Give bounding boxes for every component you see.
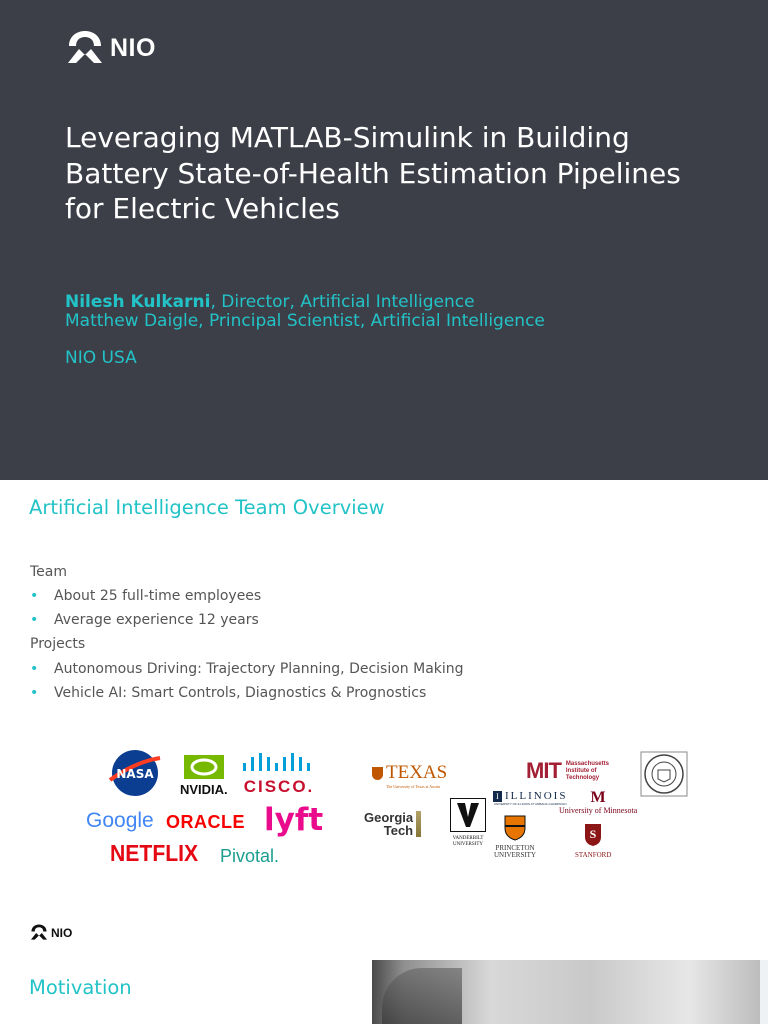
mit-logo: MIT Massachusetts Institute of Technology xyxy=(526,758,609,783)
google-logo: Google xyxy=(86,809,154,832)
author-line-2: Matthew Daigle, Principal Scientist, Artificial Intelligence xyxy=(65,311,545,331)
nio-brand-small: NIO xyxy=(30,924,72,941)
cisco-logo: CISCO. xyxy=(242,753,316,797)
title-slide xyxy=(0,0,768,480)
author1-role: , Director, Artificial Intelligence xyxy=(210,292,475,312)
svg-text:S: S xyxy=(589,827,597,841)
brand-name: NIO xyxy=(110,33,156,62)
vanderbilt-logo: VANDERBILT UNIVERSITY xyxy=(450,798,486,848)
texas-logo: TEXAS The University of Texas at Austin xyxy=(372,762,447,789)
stanford-s-tree-icon xyxy=(584,823,602,847)
cornell-seal-icon xyxy=(640,751,688,797)
oracle-logo: ORACLE xyxy=(166,812,245,832)
netflix-logo: NETFLIX xyxy=(110,840,199,866)
nvidia-logo: NVIDIA. xyxy=(180,754,228,797)
bullet-icon: • xyxy=(30,661,39,677)
longhorn-shield-icon xyxy=(372,767,383,780)
team-label: Team xyxy=(30,564,68,580)
list-item: • Vehicle AI: Smart Controls, Diagnostics & Prognostics xyxy=(30,685,427,701)
pivotal-logo: Pivotal. xyxy=(220,846,280,866)
vanderbilt-v-icon xyxy=(450,798,486,832)
illinois-i-icon: I xyxy=(493,791,502,802)
list-item: • About 25 full-time employees xyxy=(30,588,262,604)
illinois-logo: I ILLINOIS UNIVERSITY OF ILLINOIS AT URBANA-CHAMPAIGN xyxy=(493,790,568,806)
nio-logo-icon xyxy=(30,924,48,941)
princeton-logo: PRINCETON UNIVERSITY xyxy=(494,815,536,859)
projects-label: Projects xyxy=(30,636,86,652)
cornell-seal xyxy=(640,751,688,801)
minnesota-logo: M University of Minnesota xyxy=(559,789,638,815)
list-item: • Autonomous Driving: Trajectory Planning, Decision Making xyxy=(30,661,464,677)
nio-brand xyxy=(66,30,156,66)
nvidia-eye-icon xyxy=(182,754,226,780)
georgia-tech-logo: Georgia Tech xyxy=(364,811,421,837)
cisco-bars-icon xyxy=(242,753,316,773)
author-line-1 xyxy=(65,293,475,312)
lyft-logo: lyft xyxy=(264,802,324,838)
minnesota-m-icon: M xyxy=(590,789,606,806)
motivation-title: Motivation xyxy=(29,976,132,999)
nasa-logo xyxy=(108,748,162,802)
stanford-logo: S STANFORD xyxy=(575,823,611,859)
team-overview-title: Artificial Intelligence Team Overview xyxy=(29,496,385,519)
nio-logo-icon xyxy=(66,30,104,66)
tech-tower-icon xyxy=(416,811,421,837)
princeton-shield-icon xyxy=(504,815,526,841)
author1-name: Nilesh Kulkarni xyxy=(65,292,211,312)
presentation-title: Leveraging MATLAB-Simulink in Building Battery State-of-Health Estimation Pipelines for Electric Vehicles xyxy=(65,121,681,225)
nasa-meatball-icon xyxy=(108,748,162,798)
organization: NIO USA xyxy=(65,348,137,368)
svg-text:NASA: NASA xyxy=(116,767,154,781)
list-item: • Average experience 12 years xyxy=(30,612,259,628)
bullet-icon: • xyxy=(30,588,39,604)
bullet-icon: • xyxy=(30,612,39,628)
vehicle-photo xyxy=(372,960,768,1024)
bullet-icon: • xyxy=(30,685,39,701)
